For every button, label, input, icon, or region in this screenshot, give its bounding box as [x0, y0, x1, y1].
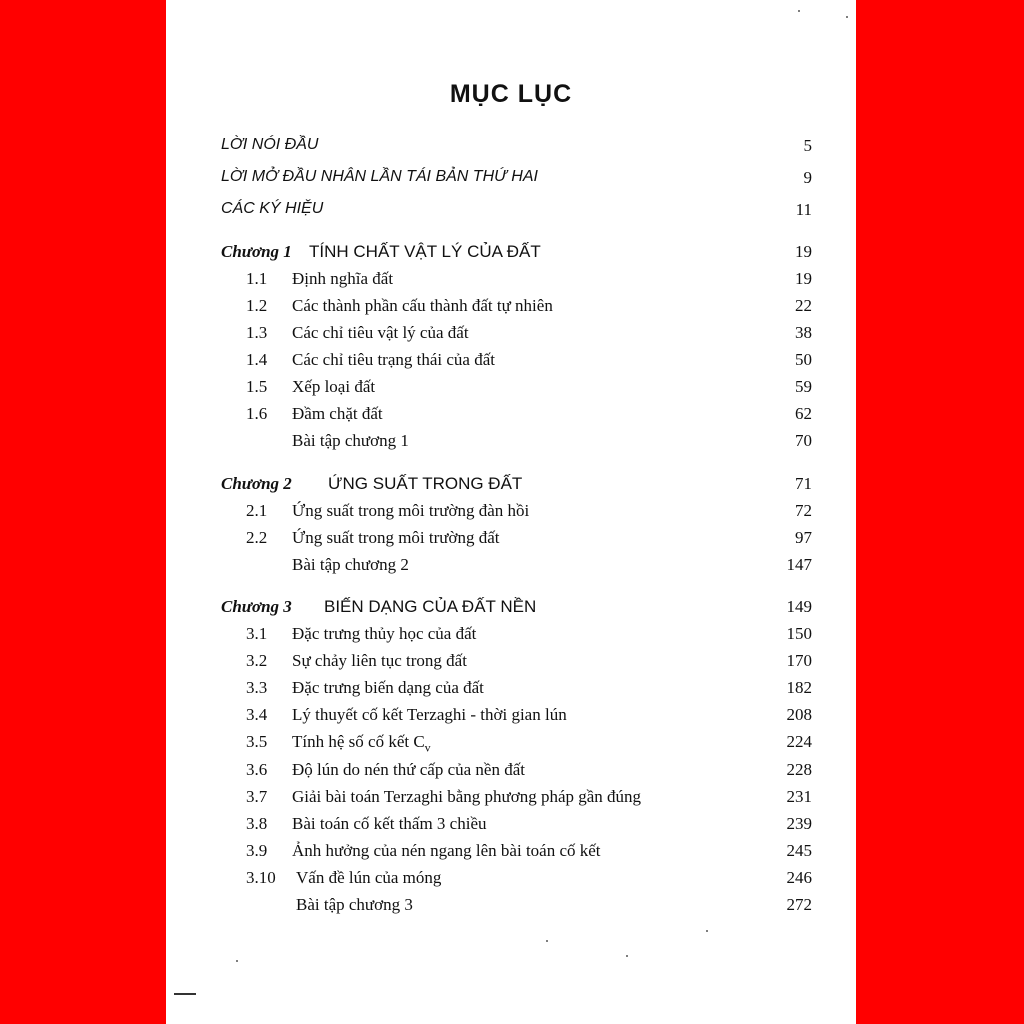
- toc-section: [166, 296, 856, 324]
- section-label: Các thành phần cấu thành đất tự nhiên: [292, 296, 553, 315]
- section-page: 272: [786, 895, 812, 914]
- section-number: 3.6: [246, 760, 268, 779]
- section-page: 38: [795, 323, 812, 342]
- chapter-number: Chương 2: [221, 474, 292, 493]
- section-number: 1.2: [246, 296, 268, 315]
- section-number: 3.4: [246, 705, 268, 724]
- toc-section: [166, 404, 856, 432]
- toc-section: [166, 323, 856, 351]
- section-number: 1.4: [246, 350, 268, 369]
- section-label: Định nghĩa đất: [292, 269, 394, 288]
- toc-section: [166, 732, 856, 760]
- section-label: Các chỉ tiêu trạng thái của đất: [292, 350, 495, 369]
- toc-section: [166, 377, 856, 405]
- toc-entry: [166, 136, 856, 164]
- section-page: 231: [786, 787, 812, 806]
- section-page: 228: [786, 760, 812, 779]
- section-label: Ứng suất trong môi trường đất: [292, 528, 500, 547]
- chapter-heading: [166, 597, 856, 625]
- section-page: 208: [786, 705, 812, 724]
- section-label: Sự chảy liên tục trong đất: [292, 651, 467, 670]
- section-page: 224: [786, 732, 812, 751]
- toc-entry: [166, 168, 856, 196]
- toc-section: [166, 555, 856, 583]
- toc-section: [166, 787, 856, 815]
- toc-section: [166, 431, 856, 459]
- chapter-title: BIẾN DẠNG CỦA ĐẤT NỀN: [324, 597, 537, 616]
- section-number: 3.5: [246, 732, 268, 751]
- section-page: 239: [786, 814, 812, 833]
- section-page: 150: [786, 624, 812, 643]
- subscript-v: v: [424, 740, 431, 755]
- section-page: 170: [786, 651, 812, 670]
- section-page: 182: [786, 678, 812, 697]
- toc-entry-label: LỜI NÓI ĐẦU: [221, 136, 319, 153]
- section-number: 1.3: [246, 323, 268, 342]
- toc-section: [166, 528, 856, 556]
- section-label: Ứng suất trong môi trường đàn hồi: [292, 501, 530, 520]
- section-label: Giải bài toán Terzaghi bằng phương pháp gần đúng: [292, 787, 642, 806]
- section-number: 3.2: [246, 651, 268, 670]
- section-number: 3.9: [246, 841, 268, 860]
- toc-section: [166, 868, 856, 896]
- section-number: 3.1: [246, 624, 268, 643]
- section-number: 1.5: [246, 377, 268, 396]
- toc-entry-page: 11: [795, 200, 812, 219]
- scan-speck: [236, 960, 238, 962]
- toc-section: [166, 624, 856, 652]
- chapter-page: 71: [795, 474, 812, 493]
- toc-title: MỤC LỤC: [449, 80, 573, 108]
- section-page: 22: [795, 296, 812, 315]
- section-label: Bài tập chương 3: [296, 895, 413, 914]
- toc-entry-page: 5: [803, 136, 812, 155]
- section-number: 1.6: [246, 404, 268, 423]
- section-label: Ảnh hưởng của nén ngang lên bài toán cố kết: [292, 841, 601, 860]
- section-number: 3.8: [246, 814, 268, 833]
- section-label: Độ lún do nén thứ cấp của nền đất: [292, 760, 525, 779]
- scan-mark: [174, 993, 196, 995]
- chapter-page: 19: [795, 242, 812, 261]
- toc-section: [166, 814, 856, 842]
- section-label: Lý thuyết cố kết Terzaghi - thời gian lún: [292, 705, 567, 724]
- toc-entry-label: LỜI MỞ ĐẦU NHÂN LẦN TÁI BẢN THỨ HAI: [221, 168, 538, 185]
- book-page: [166, 0, 856, 1024]
- toc-entry-page: 9: [803, 168, 812, 187]
- section-label: Đặc trưng thủy học của đất: [292, 624, 477, 643]
- chapter-number: Chương 1: [221, 242, 292, 261]
- chapter-page: 149: [786, 597, 812, 616]
- section-page: 50: [795, 350, 812, 369]
- chapter-number: Chương 3: [221, 597, 292, 616]
- scan-speck: [798, 10, 800, 12]
- toc-section: [166, 501, 856, 529]
- section-label-text: Tính hệ số cố kết C: [292, 732, 425, 751]
- toc-section: [166, 651, 856, 679]
- section-page: 59: [795, 377, 812, 396]
- section-page: 72: [795, 501, 812, 520]
- section-page: 97: [795, 528, 812, 547]
- chapter-heading: [166, 474, 856, 502]
- toc-section: [166, 841, 856, 869]
- section-label: Đặc trưng biến dạng của đất: [292, 678, 484, 697]
- section-number: 1.1: [246, 269, 268, 288]
- section-label: Bài tập chương 2: [292, 555, 409, 574]
- section-number: 3.3: [246, 678, 268, 697]
- section-page: 62: [795, 404, 812, 423]
- scan-speck: [626, 955, 628, 957]
- section-label: Các chỉ tiêu vật lý của đất: [292, 323, 469, 342]
- toc-section: [166, 705, 856, 733]
- section-page: 19: [795, 269, 812, 288]
- section-label: Bài tập chương 1: [292, 431, 409, 450]
- scan-speck: [546, 940, 548, 942]
- section-number: 2.1: [246, 501, 268, 520]
- section-number: 2.2: [246, 528, 268, 547]
- section-page: 246: [786, 868, 812, 887]
- toc-section: [166, 269, 856, 297]
- toc-entry-label: CÁC KÝ HIỆU: [221, 200, 324, 217]
- section-page: 245: [786, 841, 812, 860]
- section-page: 70: [795, 431, 812, 450]
- section-label: Xếp loại đất: [292, 377, 376, 396]
- scan-speck: [846, 16, 848, 18]
- toc-section: [166, 895, 856, 923]
- section-page: 147: [786, 555, 812, 574]
- section-label: Bài toán cố kết thấm 3 chiều: [292, 814, 487, 833]
- toc-section: [166, 678, 856, 706]
- scan-speck: [706, 930, 708, 932]
- toc-section: [166, 350, 856, 378]
- toc-entry: [166, 200, 856, 228]
- chapter-title: TÍNH CHẤT VẬT LÝ CỦA ĐẤT: [309, 242, 541, 261]
- chapter-title: ỨNG SUẤT TRONG ĐẤT: [328, 474, 523, 493]
- section-label: [292, 732, 431, 755]
- section-label: Đầm chặt đất: [292, 404, 383, 423]
- chapter-heading: [166, 242, 856, 270]
- section-number: 3.7: [246, 787, 268, 806]
- toc-section: [166, 760, 856, 788]
- section-number: 3.10: [246, 868, 276, 887]
- section-label: Vấn đề lún của móng: [296, 868, 442, 887]
